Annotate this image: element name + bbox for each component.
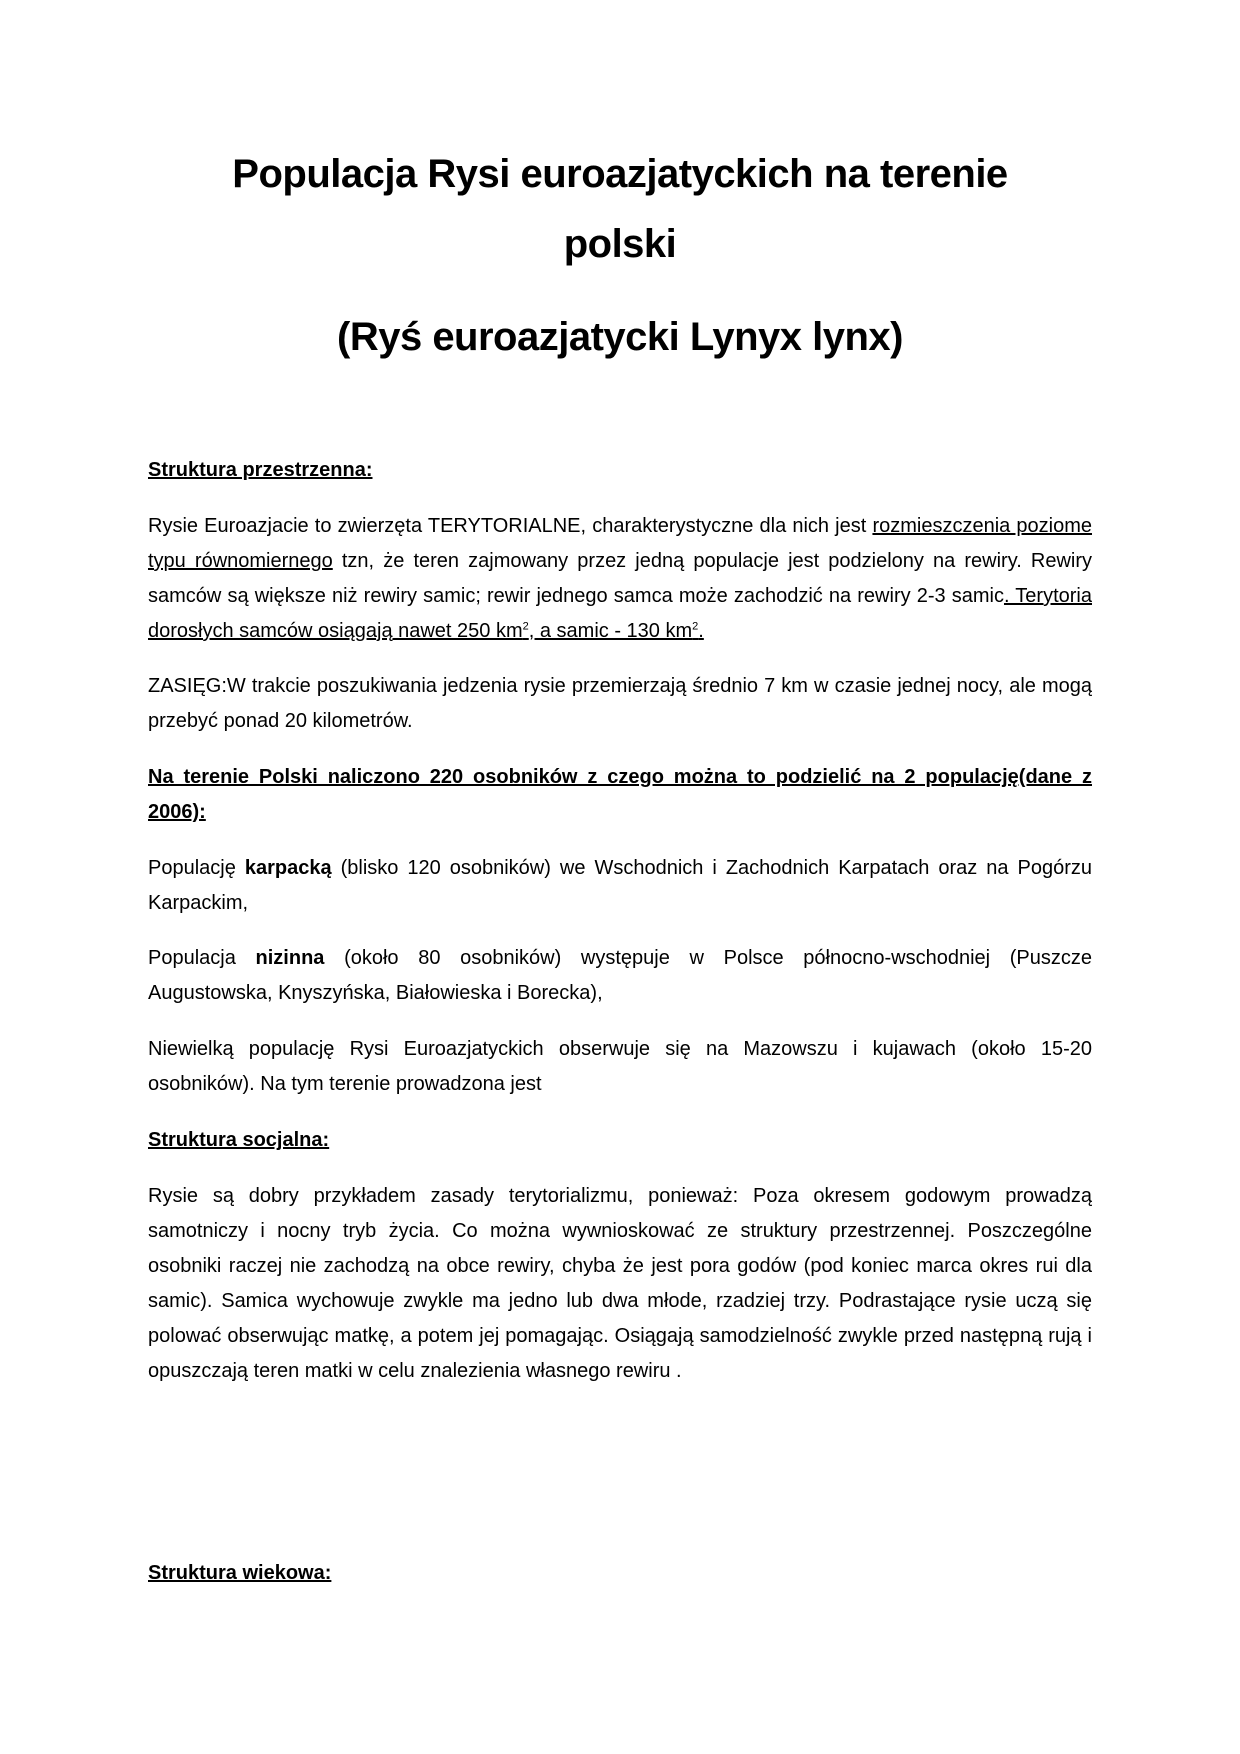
paragraph-mazovia: Niewielką populację Rysi Euroazjatyckich obserwuje się na Mazowszu i kujawach (około 15-20 osobników). Na tym terenie prowadzona jest <box>148 1038 1092 1095</box>
superscript: 2 <box>692 620 699 633</box>
heading-spatial-structure: Struktura przestrzenna: <box>148 459 373 481</box>
text: Populacja <box>148 947 256 969</box>
bold-text: karpacką <box>244 857 332 879</box>
heading-social-structure: Struktura socjalna: <box>148 1129 330 1151</box>
paragraph-range: ZASIĘG:W trakcie poszukiwania jedzenia rysie przemierzają średnio 7 km w czasie jednej nocy, ale mogą przebyć ponad 20 kilometrów. <box>148 675 1092 732</box>
title-line-2: polski <box>563 222 677 266</box>
text: (około 80 osobników) występuje w Polsce północno-wschodniej (Puszcze Augustowska, Knyszyńska, Białowieska i Borecka), <box>148 947 1093 1004</box>
paragraph-social: Rysie są dobry przykładem zasady terytorializmu, ponieważ: Poza okresem godowym prowadzą samotniczy i nocny tryb życia. Co można wywnioskować ze struktury przestrzennej. Poszczególne osobniki raczej nie zachodzą na obce rewiry, chyba że jest pora godów (pod koniec marca okres rui dla samic). Samica wychowuje zwykle ma jedno lub dwa młode, rzadziej trzy. Podrastające rysie uczą się polować obserwując matkę, a potem jej pomagając. Osiągają samodzielność zwykle przed następną rują i opuszczają teren matki w celu znalezienia własnego rewiru . <box>148 1185 1092 1382</box>
text: . <box>698 620 704 642</box>
subtitle: (Ryś euroazjatycki Lynyx lynx) <box>337 315 903 359</box>
text: tzn, że teren zajmowany przez jedną populacje jest podzielony na rewiry. Rewiry samców są większe niż rewiry samic; rewir jednego samca może zachodzić na rewiry 2-3 samic <box>148 550 1092 607</box>
text: Populację <box>148 857 245 879</box>
text: , a samic - 130 km <box>528 620 693 642</box>
text: (blisko 120 osobników) we Wschodnich i Zachodnich Karpatach oraz na Pogórzu Karpackim, <box>148 857 1092 914</box>
paragraph-territorial <box>148 509 1092 649</box>
heading-poland-population: Na terenie Polski naliczono 220 osobników z czego można to podzielić na 2 populację(dane z 2006): <box>148 766 1092 823</box>
superscript: 2 <box>522 620 529 633</box>
paragraph-lowland <box>148 941 1092 1011</box>
paragraph-carpathian <box>148 851 1092 921</box>
text: . Terytoria dorosłych samców osiągają nawet 250 km <box>148 585 1092 642</box>
title-line-1: Populacja Rysi euroazjatyckich na terenie <box>232 152 1008 196</box>
bold-text: nizinna <box>255 947 325 969</box>
heading-age-structure: Struktura wiekowa: <box>148 1562 332 1584</box>
text: Rysie Euroazjacie to zwierzęta TERYTORIALNE, charakterystyczne dla nich jest <box>148 515 873 537</box>
underlined-text: rozmieszczenia poziome typu równomiernego <box>148 515 1092 572</box>
